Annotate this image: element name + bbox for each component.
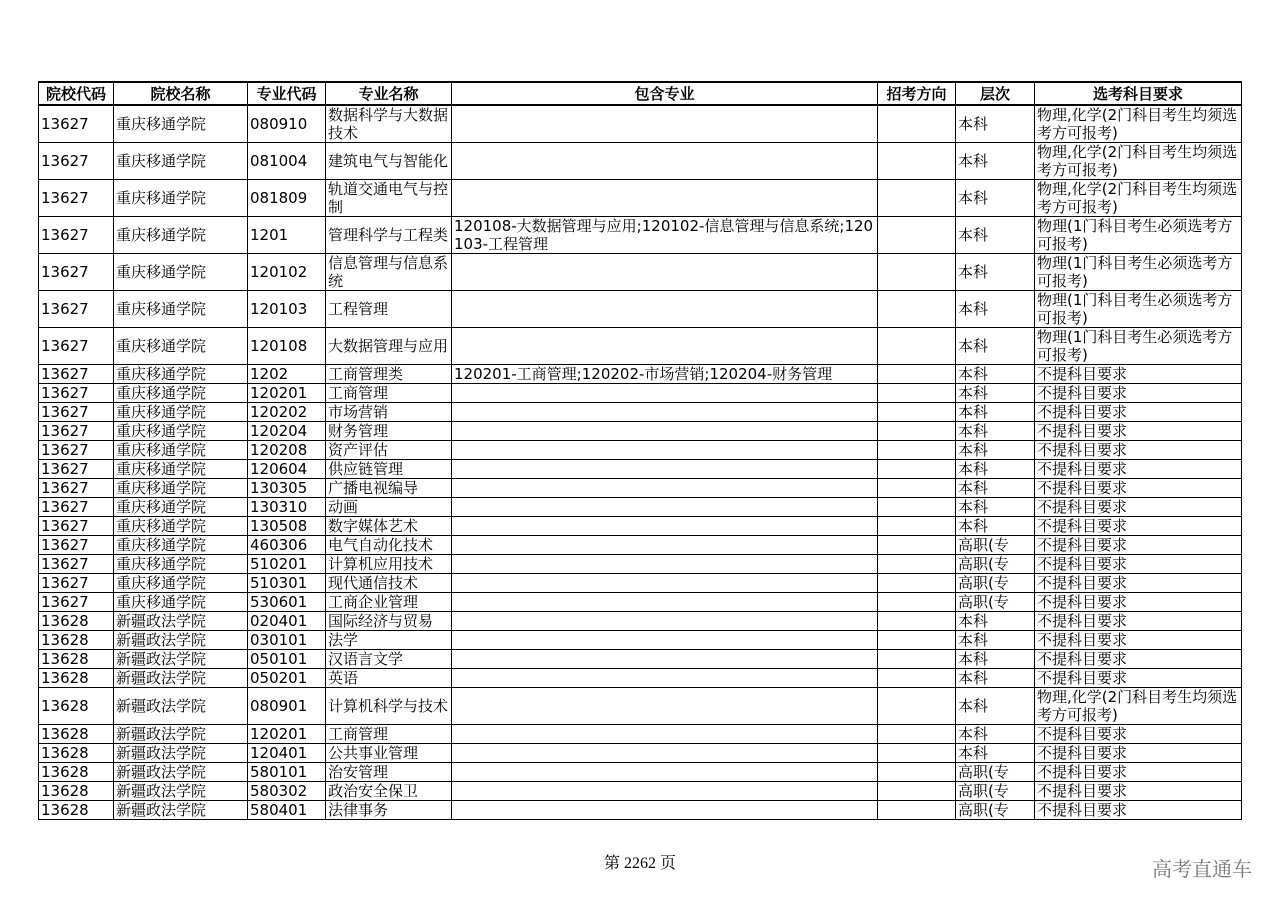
- included-majors-cell: [452, 801, 878, 820]
- level-cell: 本科: [956, 650, 1035, 669]
- header-subject-requirement: 选考科目要求: [1035, 82, 1242, 105]
- school-code-cell: 13627: [39, 536, 114, 555]
- direction-cell: [878, 254, 956, 291]
- level-cell: 本科: [956, 403, 1035, 422]
- school-code-cell: 13627: [39, 574, 114, 593]
- school-code-cell: 13627: [39, 441, 114, 460]
- table-row: [39, 631, 1242, 650]
- subject-requirement-cell: 物理(1门科目考生必须选考方可报考): [1035, 291, 1242, 328]
- major-name-cell: 轨道交通电气与控制: [326, 180, 452, 217]
- table-row: [39, 744, 1242, 763]
- level-cell: 高职(专: [956, 555, 1035, 574]
- subject-requirement-cell: 不提科目要求: [1035, 365, 1242, 384]
- table-body: [39, 105, 1242, 820]
- school-name-cell: 新疆政法学院: [114, 650, 248, 669]
- subject-requirement-cell: 物理(1门科目考生必须选考方可报考): [1035, 328, 1242, 365]
- school-name-cell: 重庆移通学院: [114, 217, 248, 254]
- direction-cell: [878, 479, 956, 498]
- subject-requirement-cell: 不提科目要求: [1035, 403, 1242, 422]
- table-row: [39, 593, 1242, 612]
- included-majors-cell: [452, 782, 878, 801]
- level-cell: 本科: [956, 688, 1035, 725]
- header-school-name: 院校名称: [114, 82, 248, 105]
- included-majors-cell: [452, 254, 878, 291]
- level-cell: 本科: [956, 291, 1035, 328]
- level-cell: 本科: [956, 669, 1035, 688]
- major-code-cell: 1201: [248, 217, 326, 254]
- direction-cell: [878, 328, 956, 365]
- table-row: [39, 688, 1242, 725]
- major-code-cell: 120204: [248, 422, 326, 441]
- major-code-cell: 080910: [248, 105, 326, 143]
- school-name-cell: 重庆移通学院: [114, 403, 248, 422]
- major-name-cell: 工商管理: [326, 725, 452, 744]
- header-row: [39, 82, 1242, 105]
- table-row: [39, 328, 1242, 365]
- major-code-cell: 510301: [248, 574, 326, 593]
- school-name-cell: 新疆政法学院: [114, 782, 248, 801]
- school-code-cell: 13628: [39, 763, 114, 782]
- table-row: [39, 612, 1242, 631]
- header-school-code: 院校代码: [39, 82, 114, 105]
- included-majors-cell: [452, 725, 878, 744]
- school-name-cell: 重庆移通学院: [114, 384, 248, 403]
- direction-cell: [878, 143, 956, 180]
- major-code-cell: 120201: [248, 725, 326, 744]
- direction-cell: [878, 688, 956, 725]
- table-row: [39, 441, 1242, 460]
- subject-requirement-cell: 不提科目要求: [1035, 384, 1242, 403]
- school-name-cell: 重庆移通学院: [114, 291, 248, 328]
- school-name-cell: 重庆移通学院: [114, 328, 248, 365]
- direction-cell: [878, 763, 956, 782]
- level-cell: 本科: [956, 631, 1035, 650]
- major-code-cell: 120202: [248, 403, 326, 422]
- school-name-cell: 重庆移通学院: [114, 422, 248, 441]
- table-row: [39, 422, 1242, 441]
- included-majors-cell: [452, 555, 878, 574]
- school-code-cell: 13628: [39, 801, 114, 820]
- school-code-cell: 13627: [39, 403, 114, 422]
- direction-cell: [878, 365, 956, 384]
- major-code-cell: 130310: [248, 498, 326, 517]
- school-code-cell: 13627: [39, 498, 114, 517]
- level-cell: 本科: [956, 517, 1035, 536]
- subject-requirement-cell: 不提科目要求: [1035, 650, 1242, 669]
- school-name-cell: 新疆政法学院: [114, 744, 248, 763]
- subject-requirement-cell: 物理(1门科目考生必须选考方可报考): [1035, 254, 1242, 291]
- school-name-cell: 重庆移通学院: [114, 536, 248, 555]
- school-name-cell: 新疆政法学院: [114, 763, 248, 782]
- level-cell: 本科: [956, 725, 1035, 744]
- major-name-cell: 计算机科学与技术: [326, 688, 452, 725]
- table-row: [39, 384, 1242, 403]
- included-majors-cell: 120201-工商管理;120202-市场营销;120204-财务管理: [452, 365, 878, 384]
- major-name-cell: 财务管理: [326, 422, 452, 441]
- school-name-cell: 重庆移通学院: [114, 574, 248, 593]
- subject-requirement-cell: 不提科目要求: [1035, 422, 1242, 441]
- school-name-cell: 重庆移通学院: [114, 517, 248, 536]
- included-majors-cell: [452, 143, 878, 180]
- table-row: [39, 517, 1242, 536]
- subject-requirement-cell: 不提科目要求: [1035, 744, 1242, 763]
- school-code-cell: 13628: [39, 650, 114, 669]
- table-row: [39, 669, 1242, 688]
- school-name-cell: 重庆移通学院: [114, 555, 248, 574]
- included-majors-cell: [452, 403, 878, 422]
- school-code-cell: 13627: [39, 143, 114, 180]
- level-cell: 本科: [956, 384, 1035, 403]
- direction-cell: [878, 517, 956, 536]
- table-row: [39, 574, 1242, 593]
- school-code-cell: 13627: [39, 180, 114, 217]
- school-code-cell: 13628: [39, 612, 114, 631]
- subject-requirement-cell: 物理(1门科目考生必须选考方可报考): [1035, 217, 1242, 254]
- school-code-cell: 13627: [39, 593, 114, 612]
- level-cell: 本科: [956, 365, 1035, 384]
- direction-cell: [878, 498, 956, 517]
- direction-cell: [878, 593, 956, 612]
- major-code-cell: 080901: [248, 688, 326, 725]
- direction-cell: [878, 105, 956, 143]
- level-cell: 高职(专: [956, 536, 1035, 555]
- header-major-name: 专业名称: [326, 82, 452, 105]
- school-code-cell: 13627: [39, 460, 114, 479]
- major-code-cell: 580101: [248, 763, 326, 782]
- major-name-cell: 供应链管理: [326, 460, 452, 479]
- included-majors-cell: [452, 669, 878, 688]
- major-code-cell: 120108: [248, 328, 326, 365]
- subject-requirement-cell: 不提科目要求: [1035, 669, 1242, 688]
- direction-cell: [878, 669, 956, 688]
- school-code-cell: 13628: [39, 744, 114, 763]
- table-row: [39, 180, 1242, 217]
- major-name-cell: 动画: [326, 498, 452, 517]
- subject-requirement-cell: 不提科目要求: [1035, 536, 1242, 555]
- level-cell: 本科: [956, 254, 1035, 291]
- major-name-cell: 英语: [326, 669, 452, 688]
- major-code-cell: 120102: [248, 254, 326, 291]
- header-major-code: 专业代码: [248, 82, 326, 105]
- school-name-cell: 重庆移通学院: [114, 460, 248, 479]
- major-code-cell: 120604: [248, 460, 326, 479]
- major-code-cell: 081004: [248, 143, 326, 180]
- school-name-cell: 重庆移通学院: [114, 143, 248, 180]
- included-majors-cell: [452, 574, 878, 593]
- subject-requirement-cell: 物理,化学(2门科目考生均须选考方可报考): [1035, 688, 1242, 725]
- direction-cell: [878, 217, 956, 254]
- school-name-cell: 重庆移通学院: [114, 180, 248, 217]
- major-code-cell: 120401: [248, 744, 326, 763]
- major-name-cell: 市场营销: [326, 403, 452, 422]
- header-level: 层次: [956, 82, 1035, 105]
- level-cell: 本科: [956, 143, 1035, 180]
- major-name-cell: 建筑电气与智能化: [326, 143, 452, 180]
- major-code-cell: 460306: [248, 536, 326, 555]
- admission-table: [38, 81, 1242, 820]
- major-name-cell: 信息管理与信息系统: [326, 254, 452, 291]
- subject-requirement-cell: 不提科目要求: [1035, 725, 1242, 744]
- level-cell: 高职(专: [956, 593, 1035, 612]
- major-code-cell: 081809: [248, 180, 326, 217]
- subject-requirement-cell: 物理,化学(2门科目考生均须选考方可报考): [1035, 180, 1242, 217]
- level-cell: 本科: [956, 105, 1035, 143]
- page-number: 第 2262 页: [603, 855, 676, 872]
- major-code-cell: 120201: [248, 384, 326, 403]
- direction-cell: [878, 725, 956, 744]
- direction-cell: [878, 555, 956, 574]
- level-cell: 本科: [956, 217, 1035, 254]
- table-row: [39, 403, 1242, 422]
- major-name-cell: 汉语言文学: [326, 650, 452, 669]
- school-name-cell: 新疆政法学院: [114, 688, 248, 725]
- included-majors-cell: [452, 180, 878, 217]
- school-code-cell: 13627: [39, 328, 114, 365]
- school-code-cell: 13627: [39, 365, 114, 384]
- major-name-cell: 政治安全保卫: [326, 782, 452, 801]
- table-row: [39, 763, 1242, 782]
- subject-requirement-cell: 不提科目要求: [1035, 612, 1242, 631]
- table-row: [39, 460, 1242, 479]
- major-name-cell: 现代通信技术: [326, 574, 452, 593]
- subject-requirement-cell: 不提科目要求: [1035, 460, 1242, 479]
- direction-cell: [878, 650, 956, 669]
- major-name-cell: 工商管理类: [326, 365, 452, 384]
- major-name-cell: 法律事务: [326, 801, 452, 820]
- school-code-cell: 13627: [39, 555, 114, 574]
- direction-cell: [878, 384, 956, 403]
- table-row: [39, 291, 1242, 328]
- school-code-cell: 13628: [39, 669, 114, 688]
- direction-cell: [878, 180, 956, 217]
- school-name-cell: 重庆移通学院: [114, 479, 248, 498]
- school-code-cell: 13627: [39, 254, 114, 291]
- school-name-cell: 新疆政法学院: [114, 631, 248, 650]
- school-code-cell: 13628: [39, 631, 114, 650]
- table-row: [39, 254, 1242, 291]
- table-row: [39, 365, 1242, 384]
- level-cell: 本科: [956, 612, 1035, 631]
- direction-cell: [878, 574, 956, 593]
- included-majors-cell: [452, 422, 878, 441]
- major-code-cell: 050201: [248, 669, 326, 688]
- included-majors-cell: [452, 441, 878, 460]
- major-name-cell: 公共事业管理: [326, 744, 452, 763]
- major-name-cell: 管理科学与工程类: [326, 217, 452, 254]
- major-name-cell: 计算机应用技术: [326, 555, 452, 574]
- subject-requirement-cell: 不提科目要求: [1035, 441, 1242, 460]
- major-name-cell: 治安管理: [326, 763, 452, 782]
- school-name-cell: 重庆移通学院: [114, 593, 248, 612]
- level-cell: 高职(专: [956, 574, 1035, 593]
- table-row: [39, 782, 1242, 801]
- school-code-cell: 13627: [39, 105, 114, 143]
- included-majors-cell: [452, 479, 878, 498]
- subject-requirement-cell: 物理,化学(2门科目考生均须选考方可报考): [1035, 105, 1242, 143]
- major-name-cell: 电气自动化技术: [326, 536, 452, 555]
- level-cell: 本科: [956, 422, 1035, 441]
- table-row: [39, 217, 1242, 254]
- subject-requirement-cell: 不提科目要求: [1035, 479, 1242, 498]
- major-name-cell: 法学: [326, 631, 452, 650]
- header-included-majors: 包含专业: [452, 82, 878, 105]
- included-majors-cell: [452, 744, 878, 763]
- direction-cell: [878, 782, 956, 801]
- subject-requirement-cell: 物理,化学(2门科目考生均须选考方可报考): [1035, 143, 1242, 180]
- header-direction: 招考方向: [878, 82, 956, 105]
- included-majors-cell: [452, 631, 878, 650]
- level-cell: 本科: [956, 498, 1035, 517]
- table-row: [39, 105, 1242, 143]
- major-code-cell: 030101: [248, 631, 326, 650]
- included-majors-cell: [452, 498, 878, 517]
- included-majors-cell: [452, 612, 878, 631]
- school-code-cell: 13628: [39, 725, 114, 744]
- major-code-cell: 130305: [248, 479, 326, 498]
- included-majors-cell: [452, 460, 878, 479]
- direction-cell: [878, 631, 956, 650]
- school-code-cell: 13627: [39, 422, 114, 441]
- school-code-cell: 13627: [39, 479, 114, 498]
- subject-requirement-cell: 不提科目要求: [1035, 574, 1242, 593]
- subject-requirement-cell: 不提科目要求: [1035, 517, 1242, 536]
- level-cell: 高职(专: [956, 763, 1035, 782]
- table-row: [39, 498, 1242, 517]
- school-name-cell: 重庆移通学院: [114, 365, 248, 384]
- level-cell: 本科: [956, 744, 1035, 763]
- watermark: 高考直通车: [1152, 857, 1252, 881]
- included-majors-cell: [452, 517, 878, 536]
- school-name-cell: 新疆政法学院: [114, 669, 248, 688]
- school-code-cell: 13627: [39, 217, 114, 254]
- included-majors-cell: [452, 384, 878, 403]
- table-row: [39, 536, 1242, 555]
- level-cell: 高职(专: [956, 782, 1035, 801]
- direction-cell: [878, 291, 956, 328]
- school-name-cell: 新疆政法学院: [114, 801, 248, 820]
- major-name-cell: 广播电视编导: [326, 479, 452, 498]
- school-code-cell: 13627: [39, 291, 114, 328]
- school-code-cell: 13627: [39, 384, 114, 403]
- subject-requirement-cell: 不提科目要求: [1035, 763, 1242, 782]
- major-name-cell: 工程管理: [326, 291, 452, 328]
- major-code-cell: 580401: [248, 801, 326, 820]
- included-majors-cell: [452, 593, 878, 612]
- major-code-cell: 130508: [248, 517, 326, 536]
- table-row: [39, 725, 1242, 744]
- major-name-cell: 国际经济与贸易: [326, 612, 452, 631]
- subject-requirement-cell: 不提科目要求: [1035, 593, 1242, 612]
- included-majors-cell: [452, 328, 878, 365]
- major-code-cell: 510201: [248, 555, 326, 574]
- direction-cell: [878, 422, 956, 441]
- included-majors-cell: [452, 536, 878, 555]
- table-row: [39, 479, 1242, 498]
- table-row: [39, 555, 1242, 574]
- school-code-cell: 13628: [39, 782, 114, 801]
- direction-cell: [878, 441, 956, 460]
- major-name-cell: 工商管理: [326, 384, 452, 403]
- included-majors-cell: [452, 688, 878, 725]
- major-name-cell: 工商企业管理: [326, 593, 452, 612]
- subject-requirement-cell: 不提科目要求: [1035, 498, 1242, 517]
- level-cell: 本科: [956, 441, 1035, 460]
- level-cell: 本科: [956, 180, 1035, 217]
- school-name-cell: 重庆移通学院: [114, 441, 248, 460]
- direction-cell: [878, 403, 956, 422]
- included-majors-cell: [452, 763, 878, 782]
- school-name-cell: 新疆政法学院: [114, 612, 248, 631]
- included-majors-cell: [452, 291, 878, 328]
- direction-cell: [878, 460, 956, 479]
- subject-requirement-cell: 不提科目要求: [1035, 801, 1242, 820]
- major-name-cell: 数据科学与大数据技术: [326, 105, 452, 143]
- school-name-cell: 重庆移通学院: [114, 105, 248, 143]
- subject-requirement-cell: 不提科目要求: [1035, 555, 1242, 574]
- subject-requirement-cell: 不提科目要求: [1035, 631, 1242, 650]
- table-row: [39, 143, 1242, 180]
- school-code-cell: 13628: [39, 688, 114, 725]
- level-cell: 高职(专: [956, 801, 1035, 820]
- direction-cell: [878, 612, 956, 631]
- major-code-cell: 120208: [248, 441, 326, 460]
- level-cell: 本科: [956, 328, 1035, 365]
- school-code-cell: 13627: [39, 517, 114, 536]
- direction-cell: [878, 801, 956, 820]
- major-code-cell: 1202: [248, 365, 326, 384]
- school-name-cell: 重庆移通学院: [114, 498, 248, 517]
- major-name-cell: 资产评估: [326, 441, 452, 460]
- major-code-cell: 120103: [248, 291, 326, 328]
- table-row: [39, 801, 1242, 820]
- table-row: [39, 650, 1242, 669]
- major-code-cell: 530601: [248, 593, 326, 612]
- major-name-cell: 大数据管理与应用: [326, 328, 452, 365]
- major-code-cell: 020401: [248, 612, 326, 631]
- school-name-cell: 重庆移通学院: [114, 254, 248, 291]
- direction-cell: [878, 744, 956, 763]
- direction-cell: [878, 536, 956, 555]
- included-majors-cell: 120108-大数据管理与应用;120102-信息管理与信息系统;120103-工程管理: [452, 217, 878, 254]
- major-name-cell: 数字媒体艺术: [326, 517, 452, 536]
- level-cell: 本科: [956, 479, 1035, 498]
- major-code-cell: 050101: [248, 650, 326, 669]
- included-majors-cell: [452, 105, 878, 143]
- subject-requirement-cell: 不提科目要求: [1035, 782, 1242, 801]
- major-code-cell: 580302: [248, 782, 326, 801]
- level-cell: 本科: [956, 460, 1035, 479]
- included-majors-cell: [452, 650, 878, 669]
- school-name-cell: 新疆政法学院: [114, 725, 248, 744]
